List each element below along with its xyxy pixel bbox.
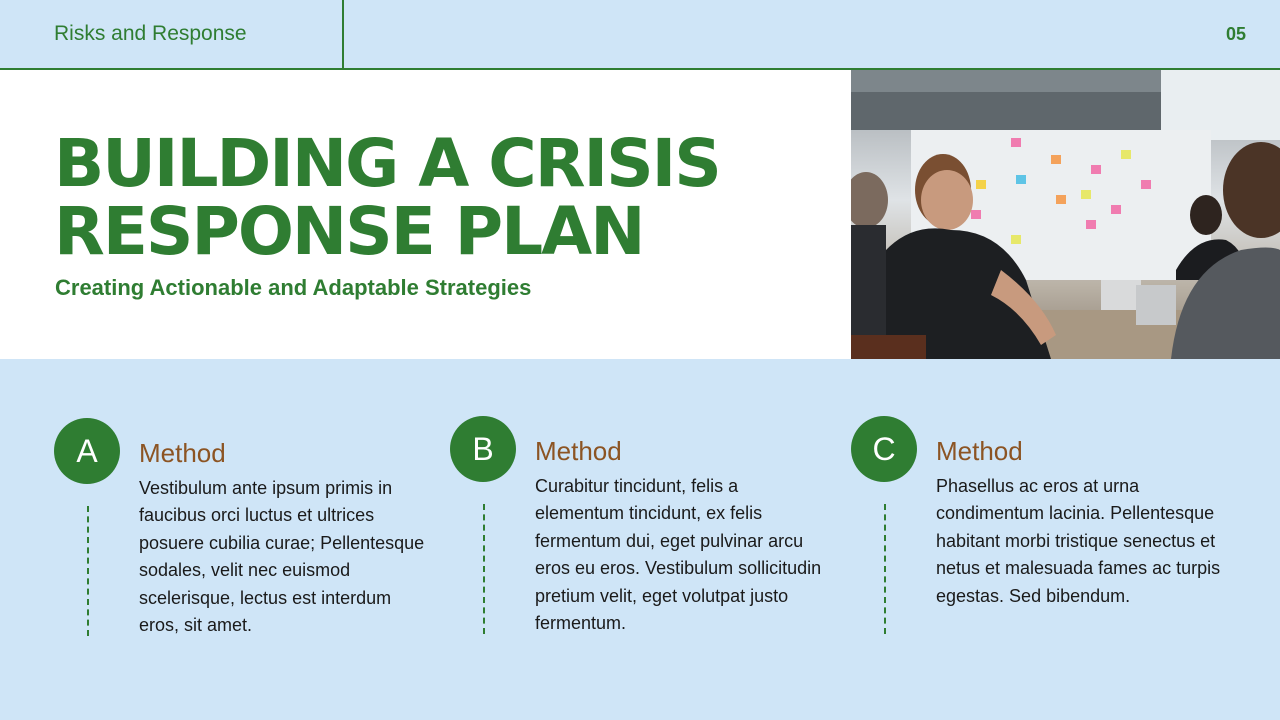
method-card-c	[851, 416, 1231, 646]
page-number: 05	[1225, 24, 1246, 44]
top-bar	[0, 0, 1280, 70]
method-card-b	[450, 416, 830, 646]
hero-panel	[0, 70, 851, 359]
method-title-c: Method	[936, 436, 1023, 466]
title-line-2: RESPONSE PLAN	[54, 193, 644, 270]
title-line-1: BUILDING A CRISIS	[54, 125, 720, 202]
office-meeting-illustration	[851, 70, 1280, 359]
method-title-b: Method	[535, 436, 622, 466]
method-card-a	[54, 418, 434, 648]
method-badge-b: B	[450, 416, 516, 482]
office-meeting-photo	[851, 70, 1280, 359]
method-badge-a: A	[54, 418, 120, 484]
method-connector-c	[884, 504, 886, 634]
slide-subtitle: Creating Actionable and Adaptable Strategies	[55, 275, 532, 300]
method-body-c: Phasellus ac eros at urna condimentum lacinia. Pellentesque habitant morbi tristique senectus et netus et malesuada fames ac turpis egestas. Sed bibendum.	[936, 476, 1221, 606]
method-connector-b	[483, 504, 485, 634]
method-connector-a	[87, 506, 89, 636]
slide-title	[54, 125, 720, 270]
header-divider	[342, 0, 344, 68]
method-badge-c: C	[851, 416, 917, 482]
method-body-b: Curabitur tincidunt, felis a elementum tincidunt, ex felis fermentum dui, eget pulvinar arcu eros eu eros. Vestibulum sollicitudin pretium velit, eget volutpat justo fermentum.	[535, 476, 822, 634]
method-body-a: Vestibulum ante ipsum primis in faucibus orci luctus et ultrices posuere cubilia curae; Pellentesque sodales, velit nec euismod scelerisque, lectus est interdum eros, sit amet.	[139, 478, 425, 636]
method-title-a: Method	[139, 438, 226, 468]
section-label: Risks and Response	[54, 22, 247, 45]
